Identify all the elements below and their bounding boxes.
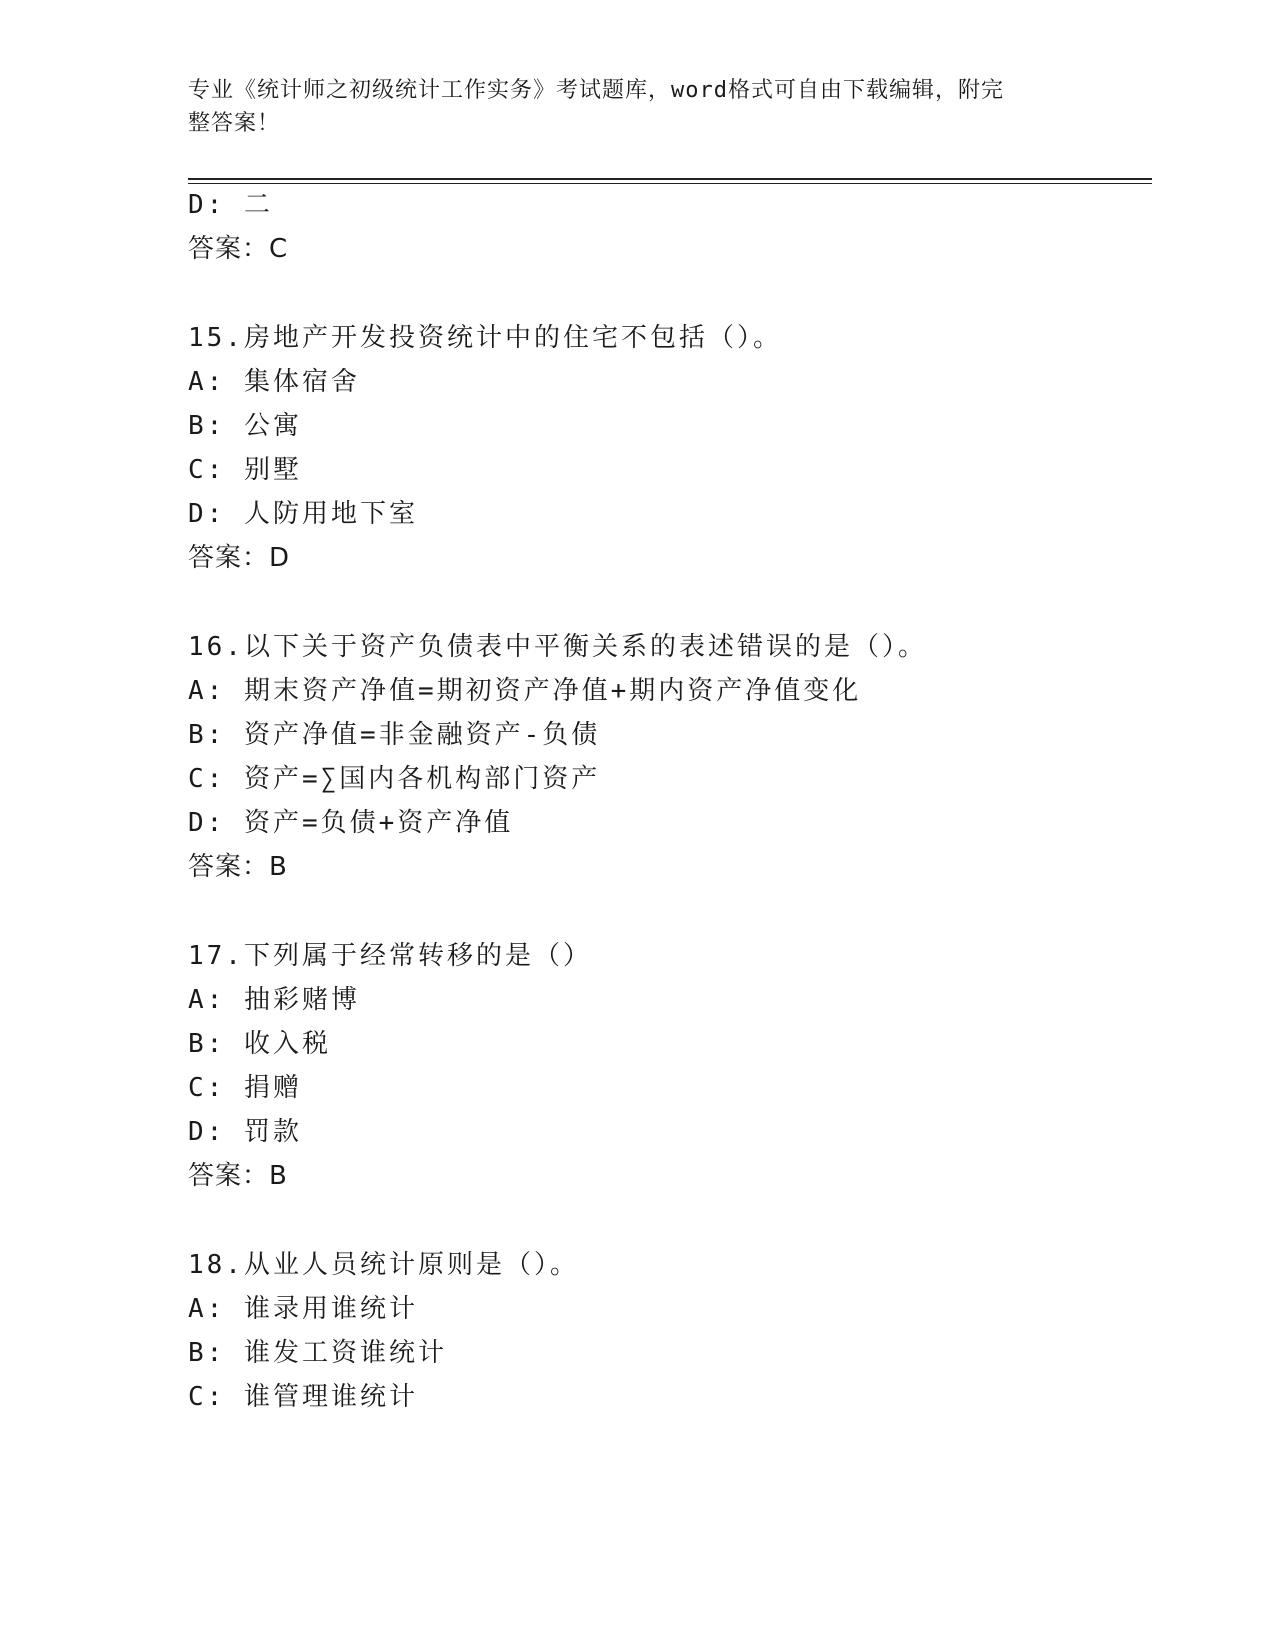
option-d: D: 二 — [188, 190, 273, 220]
option-a: A: 期末资产净值=期初资产净值+期内资产净值变化 — [188, 676, 862, 706]
answer-line: 答案：B — [188, 1161, 288, 1191]
option-b: B: 谁发工资谁统计 — [188, 1338, 447, 1368]
option-d: D: 人防用地下室 — [188, 499, 418, 529]
document-header — [188, 74, 1068, 140]
option-d: D: 资产=负债+资产净值 — [188, 808, 514, 838]
option-c: C: 资产=∑国内各机构部门资产 — [188, 764, 601, 794]
question-stem: 17.下列属于经常转移的是（） — [188, 941, 592, 971]
option-b: B: 收入税 — [188, 1029, 331, 1059]
answer-line: 答案：D — [188, 543, 291, 573]
header-divider-thick — [188, 178, 1152, 180]
header-divider-thin — [188, 183, 1152, 184]
option-a: A: 抽彩赌博 — [188, 985, 360, 1015]
option-c: C: 别墅 — [188, 455, 302, 485]
option-d: D: 罚款 — [188, 1117, 302, 1147]
option-a: A: 集体宿舍 — [188, 367, 360, 397]
answer-line: 答案：C — [188, 234, 289, 264]
header-line-1: 专业《统计师之初级统计工作实务》考试题库，word格式可自由下载编辑，附完 — [188, 78, 1004, 103]
answer-line: 答案：B — [188, 852, 288, 882]
option-b: B: 资产净值=非金融资产-负债 — [188, 720, 601, 750]
question-stem: 16.以下关于资产负债表中平衡关系的表述错误的是（）。 — [188, 632, 927, 662]
question-stem: 18.从业人员统计原则是（）。 — [188, 1250, 579, 1280]
option-c: C: 谁管理谁统计 — [188, 1382, 418, 1412]
question-stem: 15.房地产开发投资统计中的住宅不包括（）。 — [188, 323, 782, 353]
option-a: A: 谁录用谁统计 — [188, 1294, 418, 1324]
header-line-2: 整答案！ — [188, 111, 281, 136]
option-c: C: 捐赠 — [188, 1073, 302, 1103]
option-b: B: 公寓 — [188, 411, 302, 441]
